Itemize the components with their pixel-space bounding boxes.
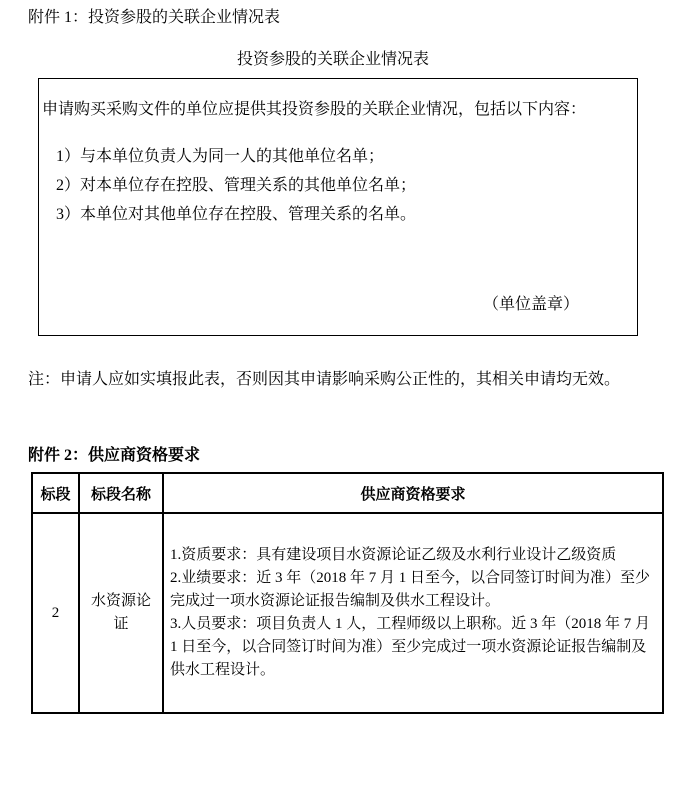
cell-requirements [163, 513, 663, 713]
column-header-requirements: 供应商资格要求 [163, 473, 663, 513]
cell-section-number: 2 [32, 513, 79, 713]
table-row [32, 513, 663, 713]
column-header-section-name: 标段名称 [79, 473, 163, 513]
declaration-item-3: 3）本单位对其他单位存在控股、管理关系的名单。 [56, 206, 417, 223]
attachment1-heading: 附件 1：投资参股的关联企业情况表 [28, 9, 281, 26]
requirement-2: 2.业绩要求：近 3 年（2018 年 7 月 1 日至今，以合同签订时间为准）至少完成过一项水资源论证报告编制及供水工程设计。 [170, 570, 651, 609]
form-title: 投资参股的关联企业情况表 [236, 51, 429, 68]
declaration-intro: 申请购买采购文件的单位应提供其投资参股的关联企业情况，包括以下内容： [42, 101, 587, 118]
requirement-3: 3.人员要求：项目负责人 1 人，工程师级以上职称。近 3 年（2018 年 7 月 1 日至今，以合同签订时间为准）至少完成过一项水资源论证报告编制及供水工程设计。 [170, 616, 651, 678]
table-header-row [32, 473, 663, 513]
unit-stamp-label: （单位盖章） [482, 296, 579, 313]
declaration-box [38, 78, 638, 336]
column-header-section: 标段 [32, 473, 79, 513]
qualification-table [31, 472, 664, 714]
declaration-item-1: 1）与本单位负责人为同一人的其他单位名单； [56, 148, 385, 165]
declaration-item-list [56, 142, 637, 229]
cell-section-name: 水资源论证 [79, 513, 163, 713]
declaration-item-2: 2）对本单位存在控股、管理关系的其他单位名单； [56, 177, 417, 194]
note-text: 注：申请人应如实填报此表，否则因其申请影响采购公正性的，其相关申请均无效。 [28, 371, 621, 388]
attachment2-heading: 附件 2：供应商资格要求 [28, 447, 201, 464]
requirement-1: 1.资质要求：具有建设项目水资源论证乙级及水利行业设计乙级资质 [170, 547, 617, 563]
